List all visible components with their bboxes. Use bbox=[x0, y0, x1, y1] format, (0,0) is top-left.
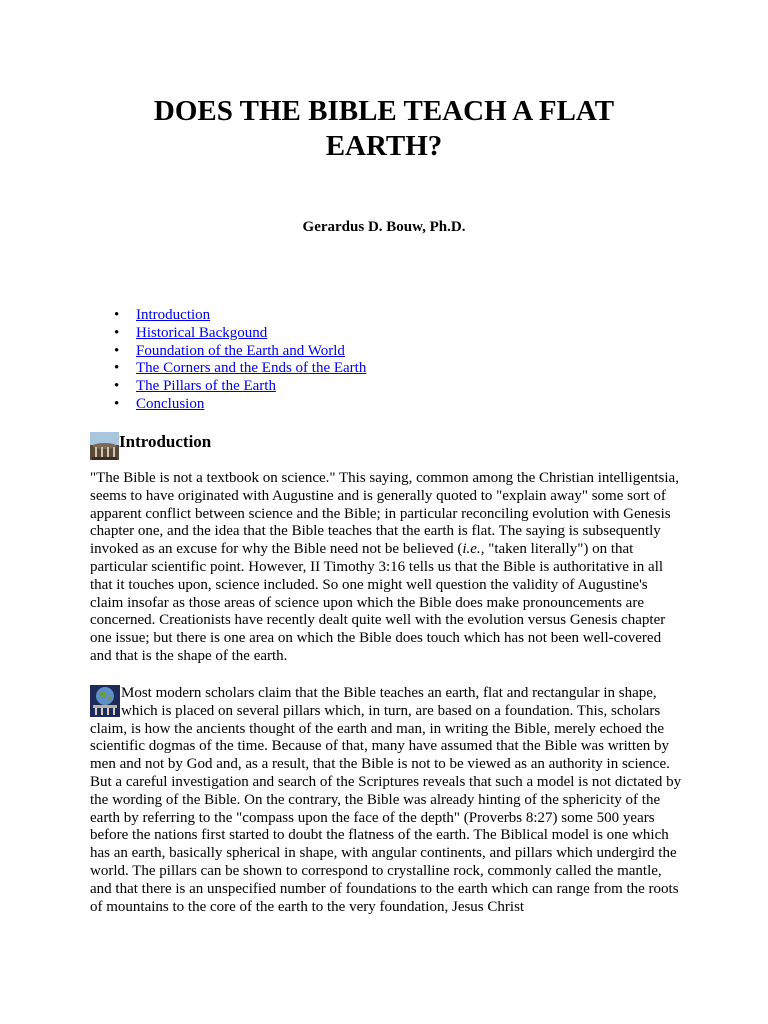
toc-link-foundation[interactable]: Foundation of the Earth and World bbox=[136, 342, 345, 359]
author-name: Gerardus D. Bouw, Ph.D. bbox=[302, 219, 466, 235]
earth-pillars-icon bbox=[90, 432, 119, 460]
paragraph1-text-b: "taken literally") on that particular scientific point. However, II Timothy 3:16 tells us that the Bible is authoritative in all that it touches upon, science included. So one might well question the validity of Augustine's claim insofar as those areas of science upon which the Bible does make pronouncements are concerned. Creationists have recently dealt quite well with the evolution versus Genesis chapter one issue; but there is one area on which the Bible does touch which has not been well-covered and that is the shape of the earth. bbox=[90, 541, 666, 664]
paragraph2-text: Most modern scholars claim that the Bible teaches an earth, flat and rectangular in shape, which is placed on several pillars which, in turn, are based on a foundation. This, scholars claim, is how the ancients thought of the earth and man, in writing the Bible, merely echoed the scientific dogmas of the time. Because of that, many have assumed that the Bible was written by men and not by God and, as a result, that the Bible is not to be viewed as an authority in science. But a careful investigation and search of the Scriptures reveals that such a model is not dictated by the wording of the Bible. On the contrary, the Bible was already hinting of the sphericity of the earth by referring to the "compass upon the face of the depth" (Proverbs 8:27) some 500 years before the nations first started to doubt the flatness of the earth. The Biblical model is one which has an earth, basically spherical in shape, with angular continents, and pillars which undergird the world. The pillars can be shown to correspond to crystalline rock, commonly called the mantle, and that there is an unspecified number of foundations to the earth which can range from the roots of mountains to the core of the earth to the very foundation, Jesus Christ bbox=[90, 685, 682, 915]
earth-pillars-illustration bbox=[90, 432, 119, 460]
toc-link-conclusion[interactable]: Conclusion bbox=[136, 395, 205, 412]
toc-link-pillars[interactable]: The Pillars of the Earth bbox=[136, 378, 276, 395]
section-heading-introduction bbox=[90, 431, 211, 461]
table-of-contents bbox=[90, 307, 366, 414]
paragraph-introduction bbox=[90, 470, 682, 666]
toc-item-conclusion bbox=[90, 396, 366, 414]
globe-illustration bbox=[90, 685, 120, 717]
toc-link-corners-ends[interactable]: The Corners and the Ends of the Earth bbox=[136, 360, 367, 377]
toc-item-historical-background bbox=[90, 325, 366, 343]
bullet-icon: • bbox=[114, 324, 120, 341]
toc-item-foundation bbox=[90, 343, 366, 361]
globe-icon bbox=[90, 685, 120, 717]
bullet-icon: • bbox=[114, 360, 120, 377]
paragraph1-text-a: "The Bible is not a textbook on science." This saying, common among the Christian intelligentsia, seems to have originated with Augustine and is generally quoted to "explain away" some sort of apparent conflict between science and the Bible; in particular reconciling evolution with Genesis chapter one, and the idea that the Bible teaches that the earth is flat. The saying is subsequently invoked as an excuse for why the Bible need not be believed ( bbox=[90, 470, 679, 558]
document-title bbox=[0, 94, 768, 164]
bullet-icon: • bbox=[114, 307, 120, 323]
paragraph-scholars bbox=[90, 685, 682, 916]
toc-link-introduction[interactable]: Introduction bbox=[136, 307, 211, 323]
toc-item-pillars bbox=[90, 378, 366, 396]
toc-link-historical-background[interactable]: Historical Backgound bbox=[136, 324, 268, 341]
toc-item-corners-ends bbox=[90, 360, 366, 378]
title-line-1: DOES THE BIBLE TEACH A FLAT bbox=[153, 95, 615, 127]
section-heading-text: Introduction bbox=[119, 432, 212, 451]
bullet-icon: • bbox=[114, 395, 120, 412]
title-line-2: EARTH? bbox=[325, 130, 443, 162]
paragraph1-italic: i.e., bbox=[462, 541, 485, 558]
bullet-icon: • bbox=[114, 378, 120, 395]
bullet-icon: • bbox=[114, 342, 120, 359]
toc-item-introduction bbox=[90, 307, 366, 325]
